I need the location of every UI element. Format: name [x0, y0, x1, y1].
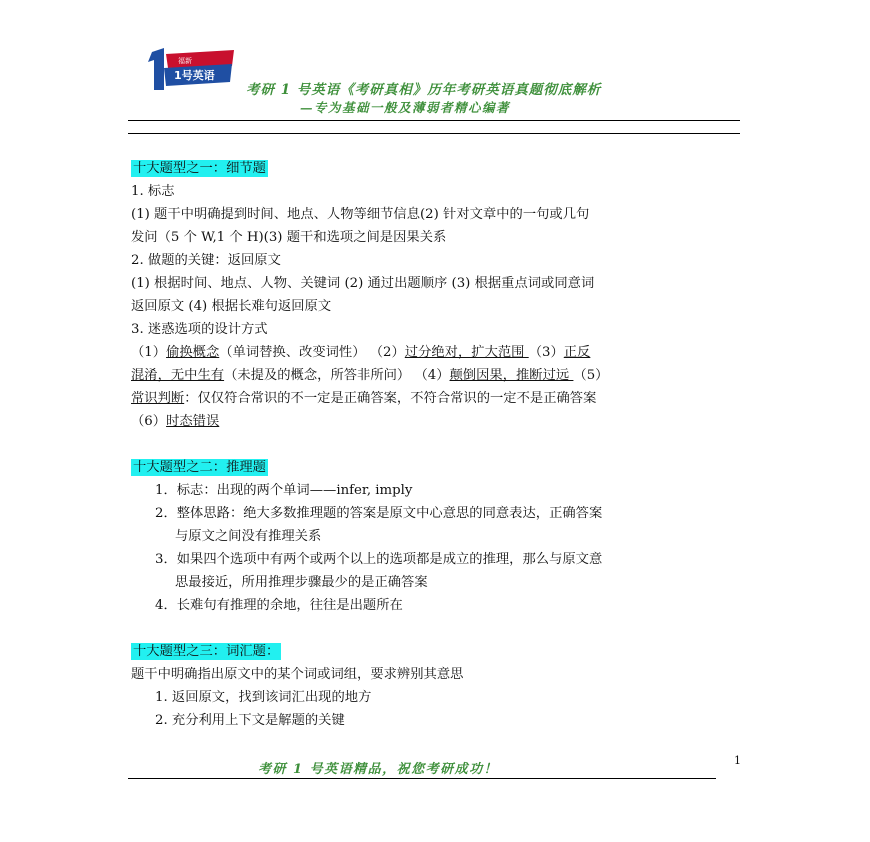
trap-term: 常识判断: [131, 391, 185, 406]
trap-term: 正反: [563, 345, 591, 360]
body-line: 2. 做题的关键：返回原文: [131, 253, 281, 268]
list-item: 2．整体思路：绝大多数推理题的答案是原文中心意思的同意表达，正确答案: [155, 506, 603, 521]
trap-term: 过分绝对，扩大范围: [404, 345, 529, 360]
logo-text: 1号英语: [174, 69, 215, 82]
trap-term: 时态错误: [166, 414, 220, 429]
trap-term: 颠倒因果，推断过远: [449, 368, 574, 383]
body-line: 1. 标志: [131, 184, 175, 199]
header-rule-bottom: [128, 133, 740, 134]
section-heading-detail: 十大题型之一：细节题: [133, 161, 266, 176]
logo: [138, 46, 240, 98]
list-item: 3．如果四个选项中有两个或两个以上的选项都是成立的推理，那么与原文意: [155, 552, 603, 567]
document-body: [131, 157, 741, 732]
list-item: 2. 充分利用上下文是解题的关键: [155, 713, 345, 728]
trap-line: 常识判断：仅仅符合常识的不一定是正确答案，不符合常识的一定不是正确答案: [131, 391, 597, 406]
section-heading-vocabulary: 十大题型之三：词汇题：: [133, 644, 280, 659]
body-line: 返回原文 (4) 根据长难句返回原文: [131, 299, 332, 314]
trap-line: （6）时态错误: [131, 414, 220, 429]
trap-line: （1）偷换概念（单词替换、改变词性） （2）过分绝对，扩大范围 （3）正反: [131, 345, 591, 360]
list-item: 1．标志：出现的两个单词——infer, imply: [155, 483, 413, 498]
header-title: 考研 1 号英语《考研真相》历年考研英语真题彻底解析: [246, 82, 602, 98]
body-line: 发问（5 个 W,1 个 H)(3) 题干和选项之间是因果关系: [131, 230, 447, 245]
list-item: 4．长难句有推理的余地，往往是出题所在: [155, 598, 403, 613]
list-item-cont: 与原文之间没有推理关系: [175, 529, 322, 544]
section-heading-inference: 十大题型之二：推理题: [133, 460, 266, 475]
trap-term: 混淆，无中生有: [131, 368, 225, 383]
trap-term: 偷换概念: [166, 345, 220, 360]
body-line: 题干中明确指出原文中的某个词或词组，要求辨别其意思: [131, 667, 464, 682]
list-item-cont: 思最接近，所用推理步骤最少的是正确答案: [175, 575, 428, 590]
list-item: 1. 返回原文，找到该词汇出现的地方: [155, 690, 372, 705]
header-subtitle: —专为基础一般及薄弱者精心编著: [300, 100, 511, 115]
footer-text: 考研 1 号英语精品，祝您考研成功！: [258, 762, 499, 777]
header-rule-top: [128, 120, 740, 121]
body-line: 3. 迷惑选项的设计方式: [131, 322, 268, 337]
body-line: (1) 根据时间、地点、人物、关键词 (2) 通过出题顺序 (3) 根据重点词或同意词: [131, 276, 595, 291]
logo-top-text: 福新: [178, 57, 192, 65]
footer-rule: [128, 778, 716, 779]
body-line: (1) 题干中明确提到时间、地点、人物等细节信息(2) 针对文章中的一句或几句: [131, 207, 590, 222]
trap-line: 混淆，无中生有（未提及的概念，所答非所问） （4）颠倒因果，推断过远 （5）: [131, 368, 609, 383]
page-number: 1: [734, 754, 741, 767]
